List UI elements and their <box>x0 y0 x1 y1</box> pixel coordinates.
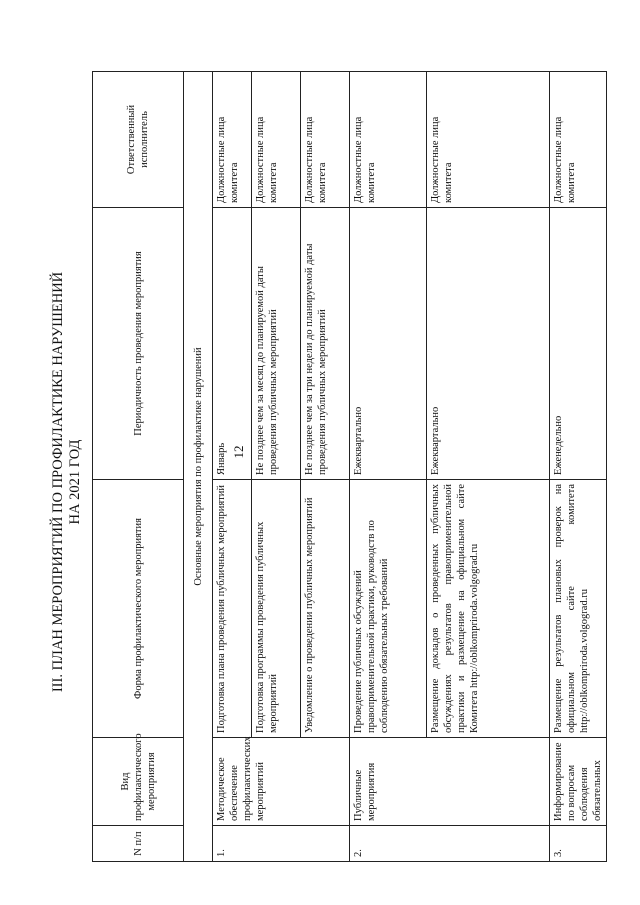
document-title <box>50 62 84 902</box>
row-num: 3. <box>550 826 607 862</box>
row-form: Подготовка плана проведения публичных мероприятий <box>213 480 252 738</box>
row-responsible: Должностные лица комитета <box>301 72 350 208</box>
table-row <box>350 72 427 862</box>
row-period: Не позднее чем за месяц до планируемой даты проведения публичных мероприятий <box>252 208 301 480</box>
measures-table <box>92 71 607 862</box>
row-form: Проведение публичных обсуждений правоприменительной практики, руководств по соблюдению обязательных требований <box>350 480 427 738</box>
section-row <box>184 72 213 862</box>
row-num: 2. <box>350 826 550 862</box>
table-row <box>550 72 607 862</box>
section-title: Основные мероприятия по профилактике нарушений <box>184 72 213 862</box>
title-line-1: III. ПЛАН МЕРОПРИЯТИЙ ПО ПРОФИЛАКТИКЕ НАРУШЕНИЙ <box>50 271 66 693</box>
row-kind: Публичные мероприятия <box>350 738 550 826</box>
row-responsible: Должностные лица комитета <box>550 72 607 208</box>
header-responsible: Ответственный исполнитель <box>93 72 184 208</box>
header-period: Периодичность проведения мероприятия <box>93 208 184 480</box>
row-responsible: Должностные лица комитета <box>427 72 550 208</box>
row-responsible: Должностные лица комитета <box>350 72 427 208</box>
row-form: Подготовка программы проведения публичных мероприятий <box>252 480 301 738</box>
header-kind: Вид профилактического мероприятия <box>93 738 184 826</box>
row-num: 1. <box>213 826 350 862</box>
row-form: Размещение результатов плановых проверок на официальном сайте комитета http://oblkompriroda.volgograd.ru <box>550 480 607 738</box>
row-period: Ежеквартально <box>427 208 550 480</box>
row-form: Размещение докладов о проведенных публичных обсуждениях результатов правоприменительной практики и размещение на официальном сайте Комитета http://oblkompriroda.volgograd.ru <box>427 480 550 738</box>
row-period: Ежеквартально <box>350 208 427 480</box>
header-form: Форма профилактического мероприятия <box>93 480 184 738</box>
page-number: 12 <box>231 445 246 459</box>
row-form: Уведомление о проведении публичных мероприятий <box>301 480 350 738</box>
row-kind: Методическое обеспечение профилактических мероприятий <box>213 738 350 826</box>
row-kind: Информирование по вопросам соблюдения обязательных <box>550 738 607 826</box>
table-row <box>213 72 252 862</box>
row-responsible: Должностные лица комитета <box>213 72 252 208</box>
table-header-row <box>93 72 184 862</box>
row-period: Январь <box>213 208 252 480</box>
row-responsible: Должностные лица комитета <box>252 72 301 208</box>
rotated-page-content <box>50 62 603 902</box>
row-period: Не позднее чем за три недели до планируемой даты проведения публичных мероприятий <box>301 208 350 480</box>
row-period: Еженедельно <box>550 208 607 480</box>
header-num: N п/п <box>93 826 184 862</box>
title-line-2: НА 2021 ГОД <box>67 439 83 525</box>
